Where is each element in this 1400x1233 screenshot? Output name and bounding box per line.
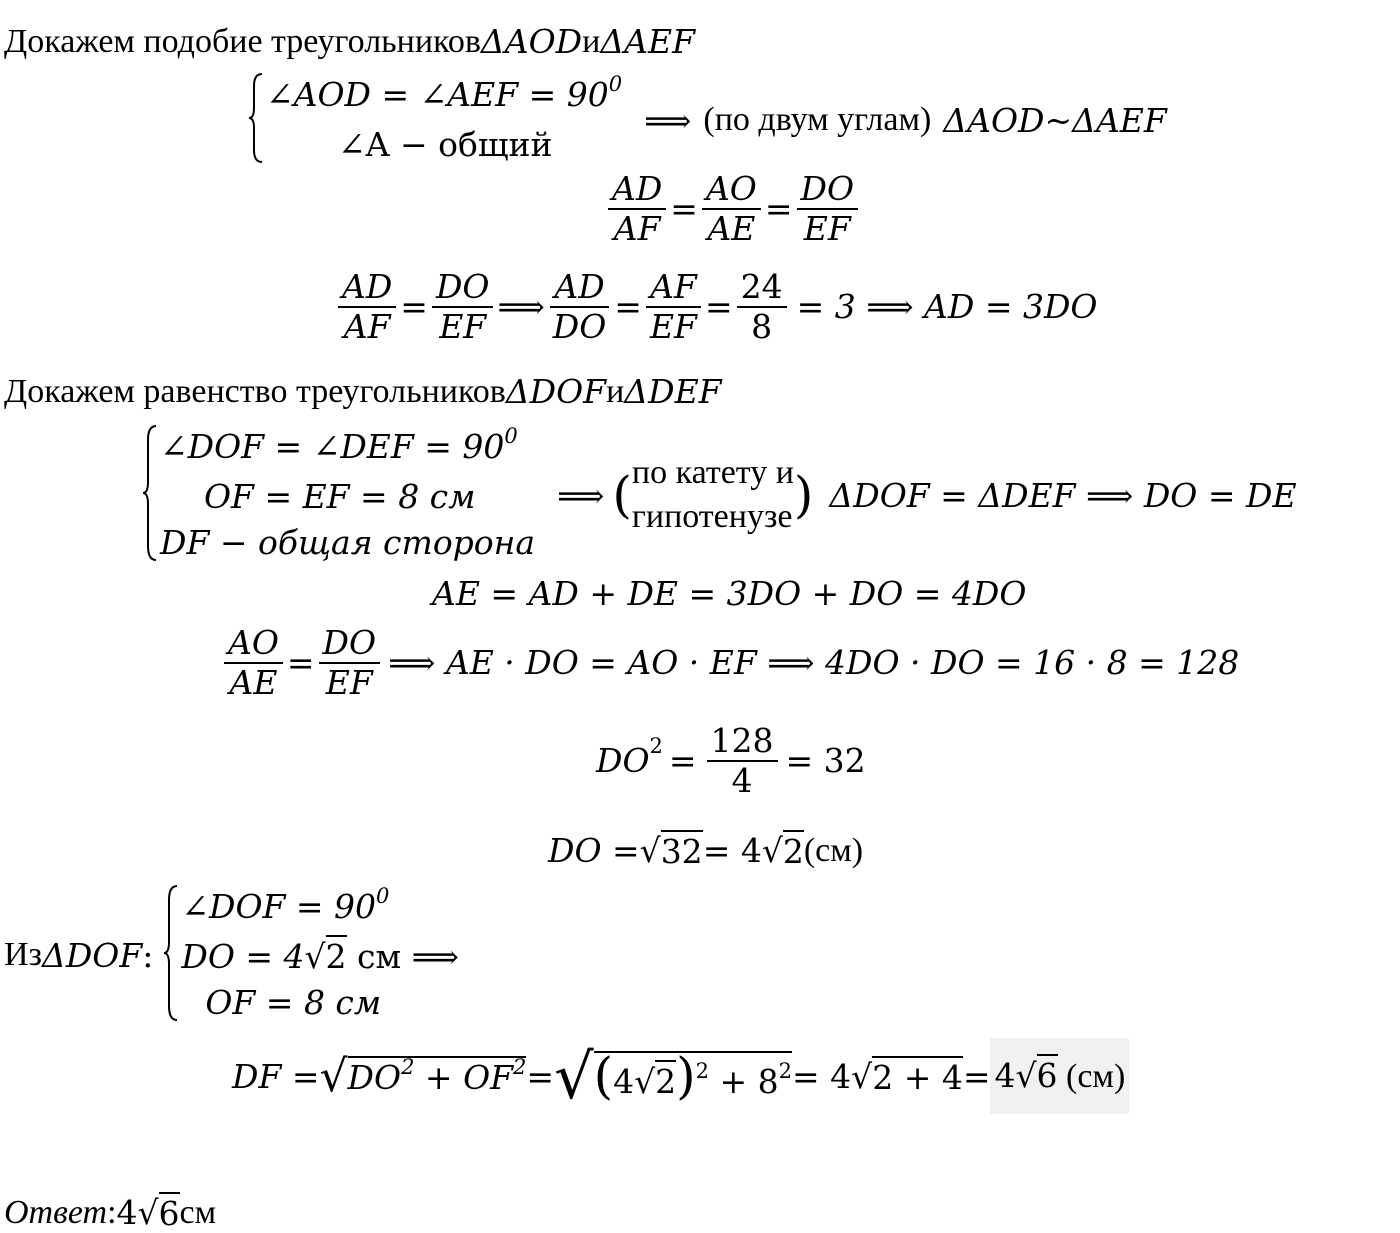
triangle-aef: ΔAEF [600, 22, 695, 61]
fraction: $\frac{AD}{AF}$ [338, 268, 396, 346]
fraction: $\frac{AD}{DO}$ [549, 268, 611, 346]
triangle-dof: ΔDOF [505, 372, 607, 411]
system-block: ∠DOF = $90^0$ DO = 4√2 см ⟹ OF = 8 см [163, 884, 459, 1026]
equality-conclusion: ΔDOF = ΔDEF ⟹ DO = DE [829, 475, 1297, 515]
ratio-line-1: $\frac{AD}{AF}$ = $\frac{AO}{AE}$ = $\frac{DO}{EF}$ [604, 170, 862, 248]
sys2-row2: OF = EF = 8 см [204, 477, 476, 516]
sys1-row1: ∠AOD = ∠AEF = 90 [266, 75, 609, 114]
eq-do-root: DO = √ 32 = 4 √ 2 (см) [548, 831, 864, 871]
answer: Ответ : 4 √ 6 см [4, 1193, 217, 1233]
system-block [248, 72, 622, 168]
triangle-dof: ΔDOF [41, 935, 143, 975]
triangle-aod: ΔAOD [480, 22, 583, 61]
reason-line-2: гипотенузе [631, 498, 793, 535]
sys1-row2: ∠A − общий [338, 125, 553, 164]
fraction: $\frac{DO}{EF}$ [432, 268, 494, 346]
sys2-row1: ∠DOF = ∠DEF = 90 [160, 427, 505, 466]
ratio3-result: ⟹ AE · DO = AO · EF ⟹ 4DO · DO = 16 · 8 = 128 [388, 643, 1240, 683]
ratio-line-2: $\frac{AD}{AF}$ = $\frac{DO}{EF}$ ⟹ $\frac{AD}{DO}$ = $\frac{AF}{EF}$ = $\frac{24}{8}$ = 3 ⟹ AD = 3DO [334, 268, 1097, 346]
ratio-result: = 3 ⟹ AD = 3DO [796, 287, 1098, 327]
system-dof: Из ΔDOF : ∠DOF = $90^0$ DO = 4√2 см ⟹ OF = 8 см [4, 884, 459, 1026]
highlighted-result: 4√6 (см) [990, 1038, 1129, 1114]
sys2-row3: DF − общая сторона [160, 523, 536, 562]
reason: (по двум углам) [703, 101, 932, 138]
fraction: $\frac{128}{4}$ [707, 722, 778, 800]
heading-text: Докажем равенство треугольников [4, 372, 506, 410]
fraction: $\frac{AF}{EF}$ [646, 268, 701, 346]
system-similarity [248, 72, 1167, 168]
brace-icon [248, 72, 264, 164]
triangle-def: ΔDEF [624, 372, 722, 411]
reason-line-1: по катету и [631, 454, 794, 491]
ratio-line-3: $\frac{AO}{AE}$ = $\frac{DO}{EF}$ ⟹ AE · DO = AO · EF ⟹ 4DO · DO = 16 · 8 = 128 [220, 624, 1239, 702]
heading-similarity [4, 22, 695, 61]
fraction: $\frac{DO}{EF}$ [319, 624, 381, 702]
system-equality: ∠DOF = ∠DEF = $90^0$ OF = EF = 8 см DF − общая сторона ⟹ ( по катету и гипотенузе ) ΔDOF = ΔDEF ⟹ DO = DE [142, 424, 1297, 566]
system-block: ∠DOF = ∠DEF = $90^0$ OF = EF = 8 см DF − общая сторона [142, 424, 535, 566]
eq-df: DF = √ $DO^2 + OF^2$ = √ $(4√2)^2 + 8^2$ = 4 √ 2 + 4 = 4√6 (см) [232, 1030, 1129, 1122]
eq-ae-text: AE = AD + DE = 3DO + DO = 4DO [432, 574, 1027, 613]
answer-label: Ответ [4, 1193, 108, 1231]
fraction: $\frac{AD}{AF}$ [608, 170, 666, 248]
heading-equality [4, 372, 722, 411]
fraction: $\frac{AO}{AE}$ [702, 170, 761, 248]
conj: и [606, 372, 625, 410]
eq-ae [432, 574, 1026, 613]
eq-do-squared: DO 2 = $\frac{128}{4}$ = 32 [596, 721, 866, 800]
implies-arrow: ⟹ [557, 475, 605, 515]
similarity-conclusion: ΔAOD~ΔAEF [943, 100, 1167, 140]
implies-arrow: ⟹ [644, 100, 692, 140]
heading-text: Докажем подобие треугольников [4, 22, 481, 60]
fraction: $\frac{DO}{EF}$ [797, 170, 859, 248]
reason-block [632, 451, 794, 539]
sup: 0 [608, 72, 623, 96]
fraction: $\frac{24}{8}$ [737, 268, 787, 346]
conj: и [582, 22, 601, 60]
brace-icon [142, 424, 158, 562]
brace-icon [163, 884, 179, 1022]
fraction: $\frac{AO}{AE}$ [224, 624, 283, 702]
